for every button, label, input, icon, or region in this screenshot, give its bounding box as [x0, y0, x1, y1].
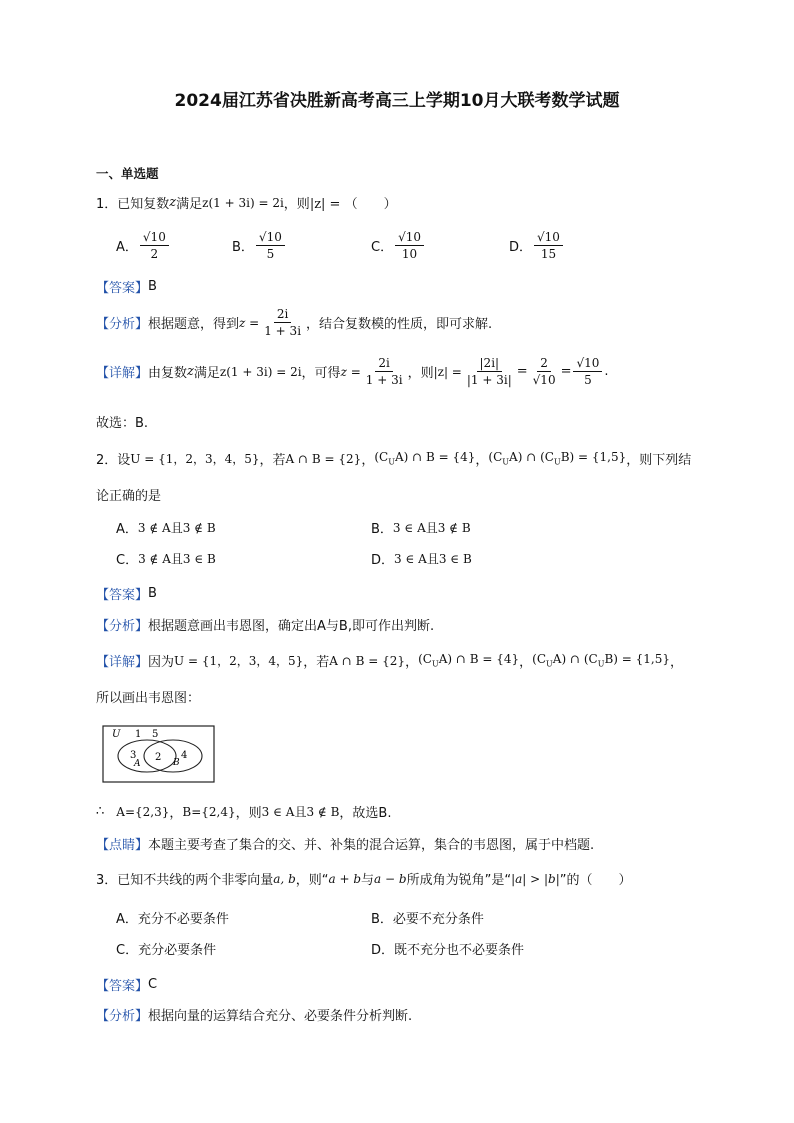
q2-stem-e: ，则下列结 — [626, 453, 692, 468]
q3-analysis-tag: 【分析】 — [96, 1009, 149, 1024]
q1-detail-num4: √10 — [573, 355, 602, 372]
q2-detail-c2: (C — [532, 652, 547, 667]
q2-stem-ab: A ∩ B = {2} — [285, 451, 362, 466]
q1-option-d-label: D． — [509, 240, 533, 255]
q1-stem-mid: 满足 — [176, 197, 203, 212]
q2-detail-c2-sub: U — [546, 659, 553, 669]
venn-label-a: A — [134, 759, 141, 769]
q2-result-pre: ∴ — [96, 804, 105, 819]
q1-detail-abs: |z| = — [433, 364, 462, 379]
venn-label-4: 4 — [181, 750, 188, 761]
q1-detail-mid3: ，则 — [407, 366, 434, 381]
q1-conclusion: 故选：B. — [96, 416, 149, 431]
q3-stem-mid3: 所成角为锐角”是“ — [406, 873, 512, 888]
q3-option-a-text: 充分不必要条件 — [137, 912, 229, 927]
q3-stem-end: ”的（ ） — [559, 873, 632, 888]
q2-detail-c2-mid: A) ∩ (C — [552, 652, 598, 667]
q2-analysis — [96, 615, 434, 634]
q2-option-a — [116, 518, 216, 537]
q2-result-mid: ，则 — [235, 806, 262, 821]
q2-stem-c2-sub2: U — [553, 457, 561, 467]
q2-comment — [96, 834, 594, 853]
q2-stem-c1-post: A) ∩ B = {4} — [394, 450, 476, 465]
q1-stem-post: ，则 — [283, 197, 310, 212]
venn-set-a — [118, 740, 176, 772]
q3-stem-mid: ，则“ — [295, 873, 329, 888]
q1-option-d-num: √10 — [534, 229, 563, 246]
q2-detail-b: ，若 — [303, 655, 330, 670]
q1-analysis-eq: z = — [239, 315, 260, 330]
q1-option-d-den: 15 — [540, 247, 557, 261]
q3-analysis — [96, 1005, 412, 1024]
q2-detail-u: U = {1，2，3，4，5} — [174, 654, 304, 668]
q2-option-b-label: B． — [371, 522, 393, 537]
q2-stem-c1-sub: U — [388, 457, 395, 467]
q1-answer-tag: 【答案】 — [96, 281, 149, 296]
q2-answer — [96, 584, 157, 603]
q2-option-b-text: 3 ∈ A且3 ∉ B — [392, 521, 471, 535]
venn-label-5: 5 — [152, 729, 159, 740]
venn-diagram — [102, 720, 216, 784]
q3-stem-s3: |a| > |b| — [511, 871, 560, 886]
q1-detail-num3: 2 — [537, 355, 551, 372]
q1-detail-mid: 满足 — [193, 366, 220, 381]
q1-analysis-den: 1 + 3i — [264, 324, 302, 338]
q2-detail-e: ， — [669, 655, 683, 670]
q1-option-c-label: C． — [371, 240, 394, 255]
q2-analysis-tag: 【分析】 — [96, 619, 149, 634]
q2-detail-line2: 所以画出韦恩图： — [96, 691, 201, 706]
q1-stem-pre: 1．已知复数 — [96, 197, 170, 212]
q3-answer-value: C — [148, 977, 158, 992]
q2-option-c-text: 3 ∉ A且3 ∈ B — [138, 552, 216, 566]
q3-option-a-label: A． — [116, 912, 138, 927]
q2-detail-c2-sub2: U — [597, 659, 605, 669]
q2-analysis-text: 根据题意画出韦恩图，确定出A与B,即可作出判断. — [148, 619, 435, 634]
q3-option-b-label: B． — [371, 912, 393, 927]
q3-option-d-label: D． — [371, 943, 395, 958]
q3-option-b-text: 必要不充分条件 — [392, 912, 484, 927]
q2-detail-c1-post: A) ∩ B = {4} — [438, 652, 520, 667]
q2-result-end: ，故选B. — [339, 806, 392, 821]
q3-option-d — [371, 939, 524, 958]
document-title: 2024届江苏省决胜新高考高三上学期10月大联考数学试题 — [174, 91, 620, 111]
q1-option-c-den: 10 — [401, 247, 418, 261]
q2-comment-tag: 【点睛】 — [96, 838, 149, 853]
q1-detail-den2: |1 + 3i| — [466, 373, 512, 387]
q2-stem-d: ， — [475, 453, 489, 468]
q2-comment-text: 本题主要考查了集合的交、并、补集的混合运算，集合的韦恩图，属于中档题. — [148, 838, 595, 853]
q1-option-c — [371, 229, 426, 262]
q1-detail-mid2: ，可得 — [301, 366, 341, 381]
q3-option-c-text: 充分必要条件 — [138, 943, 217, 958]
q2-stem-c2: (C — [488, 450, 503, 465]
q2-option-d-text: 3 ∈ A且3 ∈ B — [394, 552, 472, 566]
q2-answer-value: B — [148, 586, 157, 601]
q1-analysis-tag: 【分析】 — [96, 317, 149, 332]
q1-detail-zeq: z = — [340, 364, 361, 379]
q2-stem-u: U = {1，2，3，4，5} — [130, 452, 260, 466]
q2-answer-tag: 【答案】 — [96, 588, 149, 603]
venn-label-2: 2 — [155, 752, 162, 763]
venn-label-b: B — [173, 758, 180, 768]
q1-detail — [96, 355, 609, 388]
q2-option-c — [116, 549, 216, 568]
q2-detail-c2-post: B) = {1,5} — [604, 652, 670, 667]
q2-option-b — [371, 518, 471, 537]
q1-answer — [96, 277, 157, 296]
q1-option-b — [232, 229, 287, 262]
q1-detail-end: . — [604, 364, 609, 379]
q2-detail-pre: 因为 — [148, 655, 175, 670]
q1-detail-eq3: = — [560, 364, 572, 379]
q2-stem-line2: 论正确的是 — [96, 489, 162, 504]
q2-detail — [96, 651, 683, 670]
q1-detail-pre: 由复数 — [148, 366, 188, 381]
q2-result-sep: ， — [169, 806, 183, 821]
q1-analysis-num: 2i — [274, 306, 291, 323]
q3-option-b — [371, 908, 484, 927]
q3-stem-s2: a − b — [374, 871, 407, 886]
q1-option-d — [509, 229, 565, 262]
q1-option-a-num: √10 — [140, 229, 169, 246]
q2-stem-c2-post: B) = {1,5} — [560, 450, 627, 465]
q1-option-a — [116, 229, 171, 262]
q3-option-c — [116, 939, 216, 958]
q2-option-c-label: C． — [116, 553, 139, 568]
q3-stem-pre: 3．已知不共线的两个非零向量 — [96, 873, 274, 888]
q1-detail-z: z — [187, 364, 194, 379]
q2-detail-c1: (C — [418, 652, 432, 667]
section-heading: 一、单选题 — [96, 166, 159, 181]
q1-option-b-num: √10 — [256, 229, 285, 246]
q2-stem-c1: (C — [374, 450, 389, 465]
q1-option-b-den: 5 — [266, 247, 275, 261]
q1-analysis — [96, 306, 492, 339]
q1-detail-den4: 5 — [584, 373, 592, 387]
q3-stem-vec: a, b — [273, 871, 296, 886]
q2-detail-ab: A ∩ B = {2} — [329, 653, 406, 668]
q3-answer — [96, 975, 157, 994]
q1-detail-num2: |2i| — [477, 355, 503, 372]
q1-detail-eq: z(1 + 3i) = 2i — [219, 364, 302, 379]
q1-answer-value: B — [148, 279, 157, 294]
q1-detail-den: 1 + 3i — [365, 373, 403, 387]
q2-detail-c: ， — [405, 655, 419, 670]
q3-analysis-text: 根据向量的运算结合充分、必要条件分析判断. — [148, 1009, 413, 1024]
q1-detail-den3: √10 — [532, 373, 556, 387]
q2-stem-b: ，若 — [259, 453, 286, 468]
venn-label-u: U — [112, 729, 121, 740]
q1-stem — [96, 193, 397, 212]
q1-option-b-label: B． — [232, 240, 254, 255]
q1-stem-eq: z(1 + 3i) = 2i — [202, 195, 284, 210]
q1-option-a-label: A． — [116, 240, 138, 255]
venn-label-1: 1 — [135, 729, 142, 740]
q2-result-b: B={2,4} — [182, 804, 236, 819]
q2-stem-c2-mid: A) ∩ (C — [509, 450, 554, 465]
q1-stem-z: z — [169, 195, 177, 210]
q2-detail-c1-sub: U — [431, 659, 439, 669]
q3-stem-s1: a + b — [328, 871, 362, 886]
q1-option-a-den: 2 — [150, 247, 159, 261]
q3-stem — [96, 869, 632, 888]
q1-analysis-pre: 根据题意，得到 — [148, 317, 240, 332]
q2-result-a: A={2,3} — [116, 804, 170, 819]
q3-option-d-text: 既不充分也不必要条件 — [394, 943, 525, 958]
q3-answer-tag: 【答案】 — [96, 979, 149, 994]
q2-result — [96, 802, 391, 821]
q2-option-a-text: 3 ∉ A且3 ∉ B — [137, 521, 216, 535]
q1-detail-num: 2i — [375, 355, 392, 372]
q3-option-a — [116, 908, 229, 927]
q2-detail-d: ， — [519, 655, 533, 670]
venn-label-3: 3 — [130, 750, 137, 761]
q1-detail-tag: 【详解】 — [96, 366, 149, 381]
q2-stem-line1 — [96, 449, 691, 468]
q1-option-c-num: √10 — [395, 229, 424, 246]
q2-detail-tag: 【详解】 — [96, 655, 149, 670]
q2-stem-c2-sub: U — [502, 457, 510, 467]
q2-option-d — [371, 549, 472, 568]
q3-option-c-label: C． — [116, 943, 139, 958]
q2-option-a-label: A． — [116, 522, 138, 537]
q2-result-rel: 3 ∈ A且3 ∉ B — [261, 805, 340, 819]
q2-option-d-label: D． — [371, 553, 395, 568]
q3-stem-mid2: 与 — [361, 873, 375, 888]
q1-analysis-post: ，结合复数模的性质，即可求解. — [306, 317, 493, 332]
q1-detail-eq2: = — [516, 364, 528, 379]
q1-stem-abs: |z| = （ ） — [309, 197, 397, 212]
q2-stem-c: ， — [361, 453, 375, 468]
q2-stem-pre: 2．设 — [96, 453, 131, 468]
